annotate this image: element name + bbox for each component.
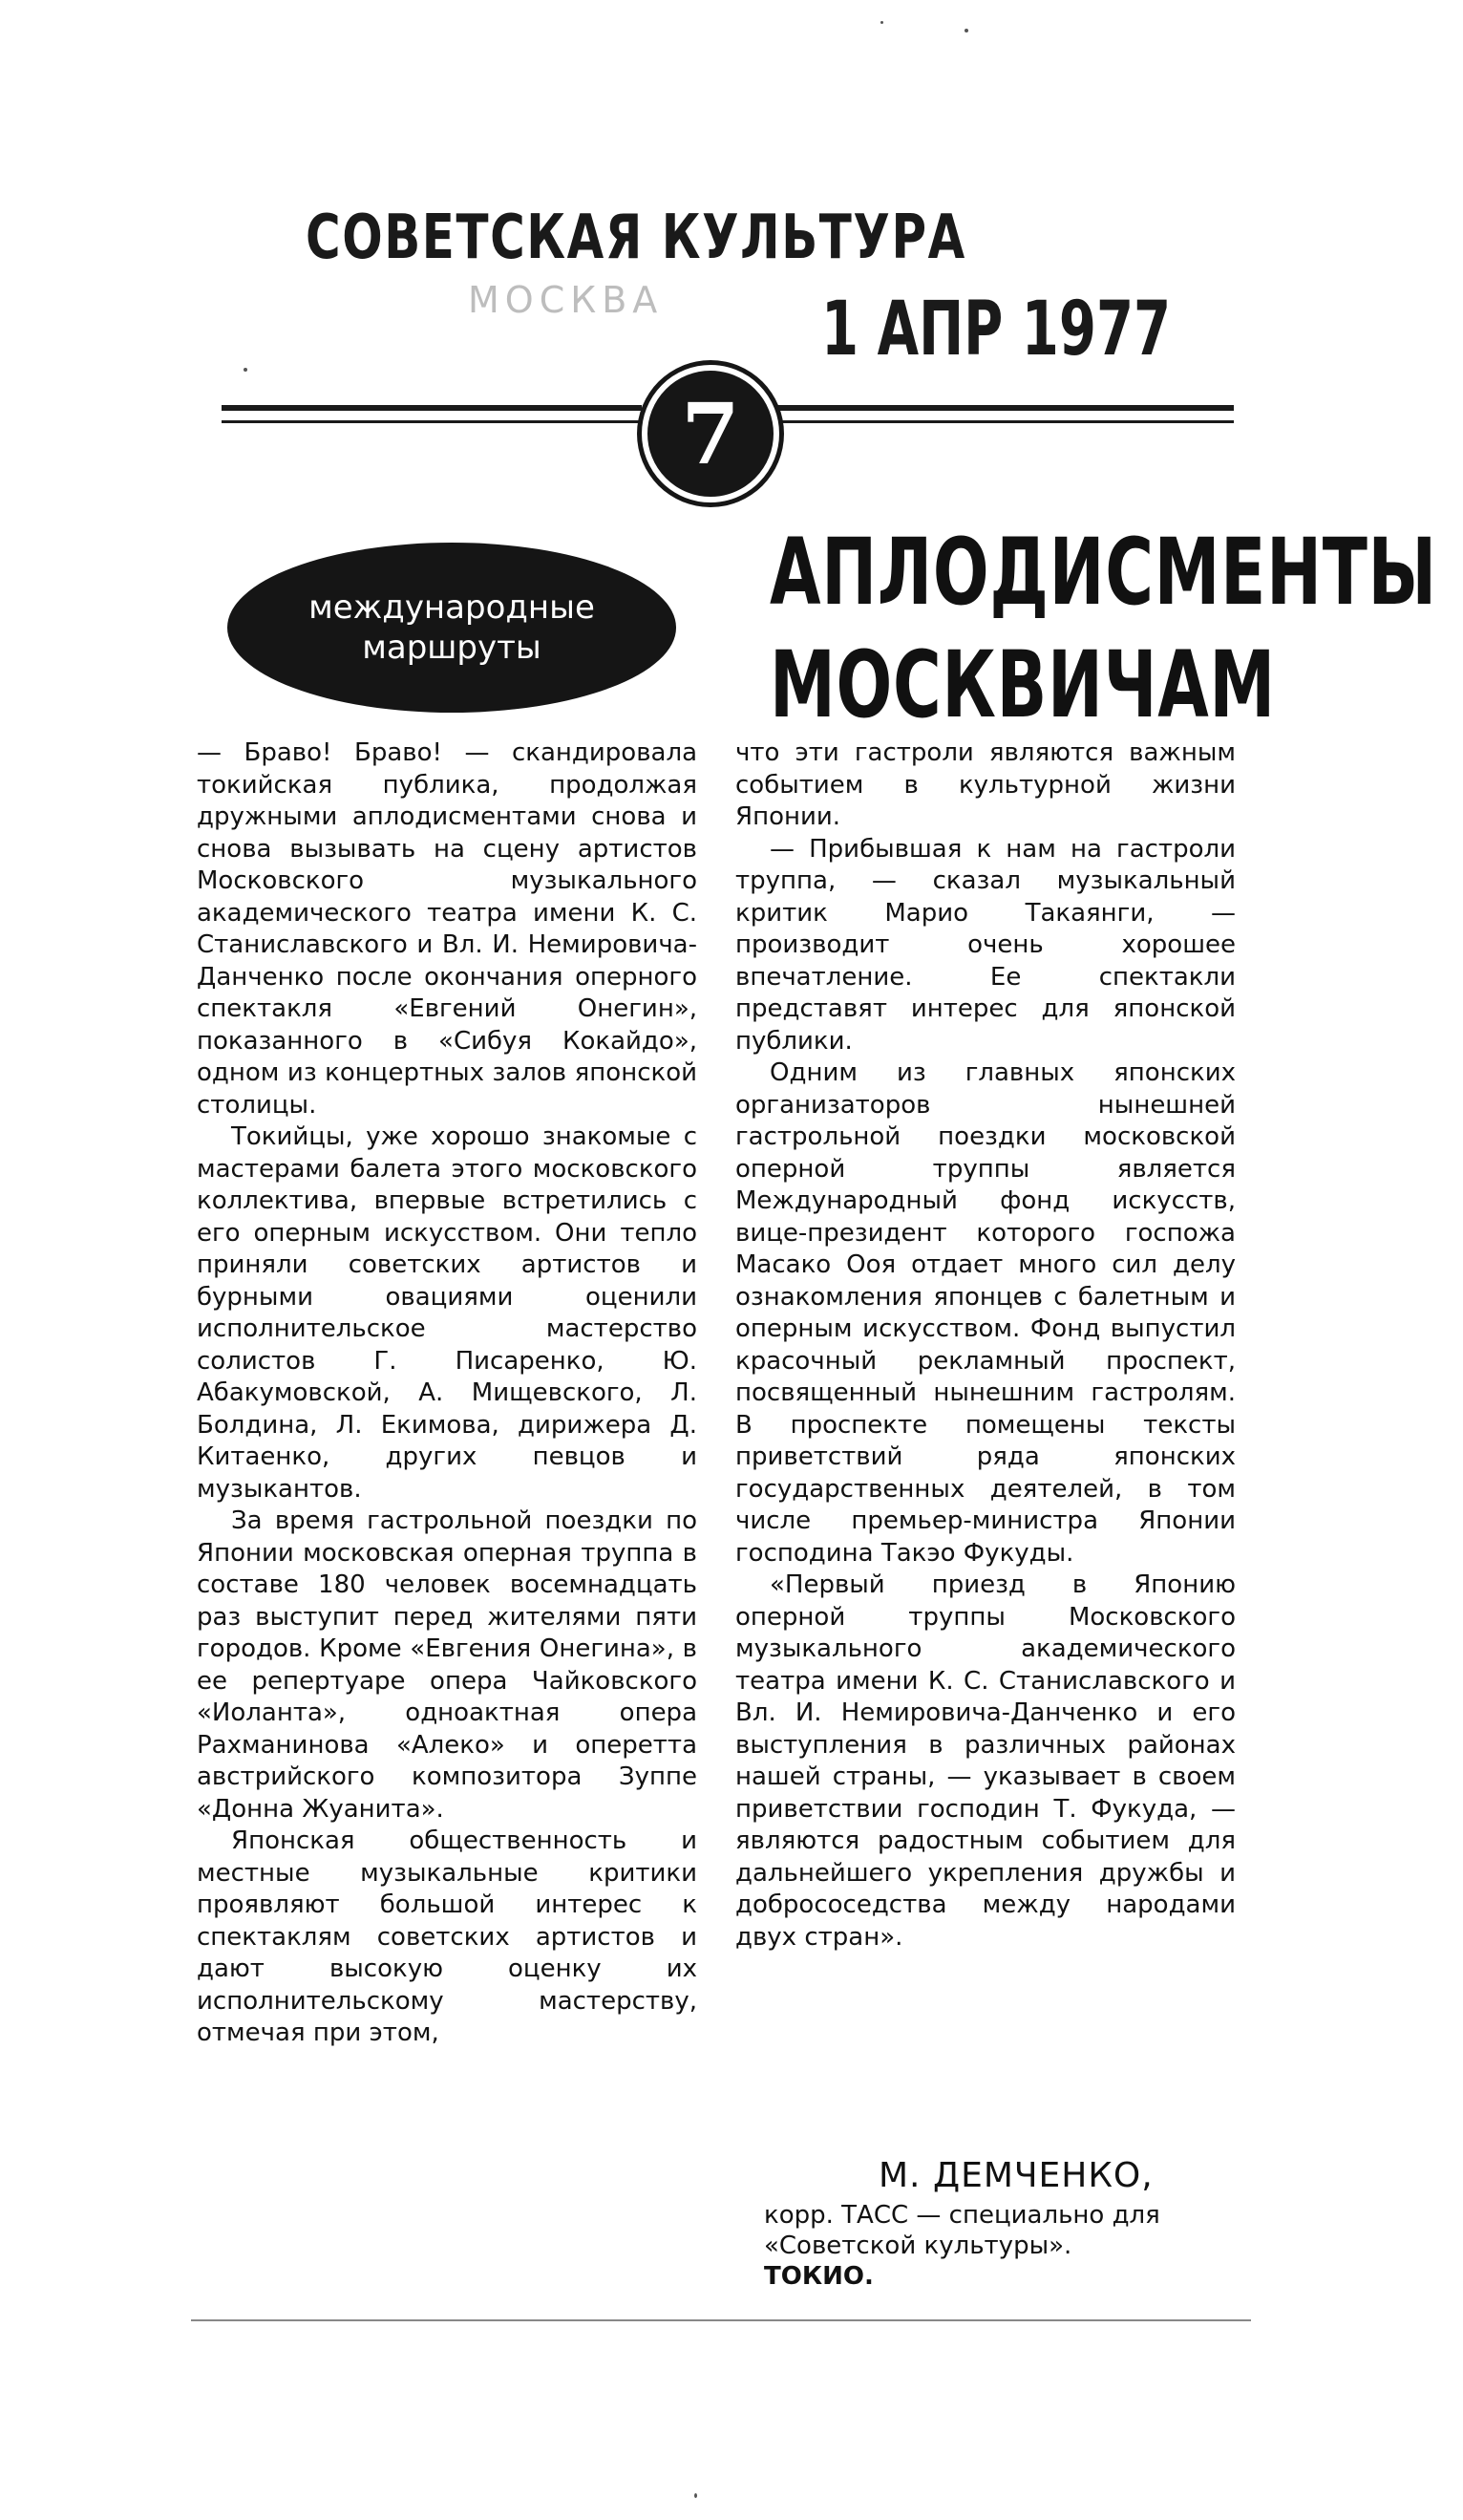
page-number-badge: 7 [642,365,779,502]
paragraph: Одним из главных японских организаторов нынешней гастрольной поездки московской оперной труппы является Международный фонд искусств, вице-президент которого госпожа Масако Ооя отдает много сил делу ознакомления японцев с балетным и оперным искусством. Фонд выпустил красочный рекламный проспект, посвященный нынешним гастролям. В проспекте помещены тексты приветствий ряда японских государственных деятелей, в том числе премьер-министра Японии господина Такэо Фукуды. [735,1058,1236,1568]
paragraph: За время гастрольной поездки по Японии московская оперная труппа в составе 180 человек восемнадцать раз выступит перед жителями пяти городов. Кроме «Евгения Онегина», в ее репертуаре опера Чайковского «Иоланта», одноактная опера Рахманинова «Алеко» и оперетта австрийского композитора Зуппе «Донна Жуанита». [197,1506,697,1824]
newspaper-masthead: СОВЕТСКАЯ КУЛЬТУРА [306,203,966,273]
header-rule-right-thin [770,420,1234,423]
scan-speck [965,29,968,32]
scan-speck [244,368,247,372]
article-column-1 [197,737,697,2050]
headline-line-1: АПЛОДИСМЕНТЫ [770,519,1437,626]
rubric-line-1: международные [308,588,595,627]
author-role-text: корр. ТАСС — специально для «Советской культуры». [764,2201,1160,2260]
bottom-divider [191,2319,1251,2321]
paragraph: — Прибывшая к нам на гастроли труппа, — сказал музыкальный критик Марио Такаянги, — производит очень хорошее впечатление. Ее спектакли представят интерес для японской публики. [735,834,1236,1056]
paragraph: Токийцы, уже хорошо знакомые с мастерами балета этого московского коллектива, впервые встретились с его оперным искусством. Они тепло приняли советских артистов и бурными овациями оценили исполнительское мастерство солистов Г. Писаренко, Ю. Абакумовской, А. Мищевского, Л. Болдина, Л. Екимова, дирижера Д. Китаенко, других певцов и музыкантов. [197,1122,697,1504]
paragraph: — Браво! Браво! — скандировала токийская публика, продолжая дружными аплодисментами снова и снова вызывать на сцену артистов Московского музыкального академического театра имени К. С. Станиславского и Вл. И. Немировича-Данченко после окончания оперного спектакля «Евгений Онегин», показанного в «Сибуя Кокайдо», одном из концертных залов японской столицы. [197,738,697,1120]
article-column-2 [735,737,1236,1954]
paragraph: Японская общественность и местные музыкальные критики проявляют большой интерес к спектаклям советских артистов и дают высокую оценку их исполнительскому мастерству, отмечая при этом, [197,1826,697,2047]
header-rule-left [222,405,642,411]
author-signature: М. ДЕМЧЕНКО, [879,2156,1154,2195]
rubric-line-2: маршруты [362,629,541,667]
paragraph: «Первый приезд в Японию оперной труппы Московского музыкального академического театра имени К. С. Станиславского и Вл. И. Немировича-Данченко и его выступления в различных районах нашей страны, — указывает в своем приветствии господин Т. Фукуда, — являются радостным событием для дальнейшего укрепления дружбы и добрососедства между народами двух стран». [735,1570,1236,1952]
paragraph: что эти гастроли являются важным событием в культурной жизни Японии. [735,738,1236,831]
masthead-city: МОСКВА [468,279,664,321]
date-stamp: 1 АПР 1977 [821,287,1172,373]
header-rule-left-thin [222,420,642,423]
author-role [764,2200,1222,2292]
scan-speck [694,2493,697,2498]
headline-line-2: МОСКВИЧАМ [770,631,1276,738]
article-headline [689,516,1437,741]
dateline-location: ТОКИО. [764,2262,874,2291]
header-rule-right [770,405,1234,411]
rubric-badge [227,543,676,713]
scan-speck [880,21,883,24]
